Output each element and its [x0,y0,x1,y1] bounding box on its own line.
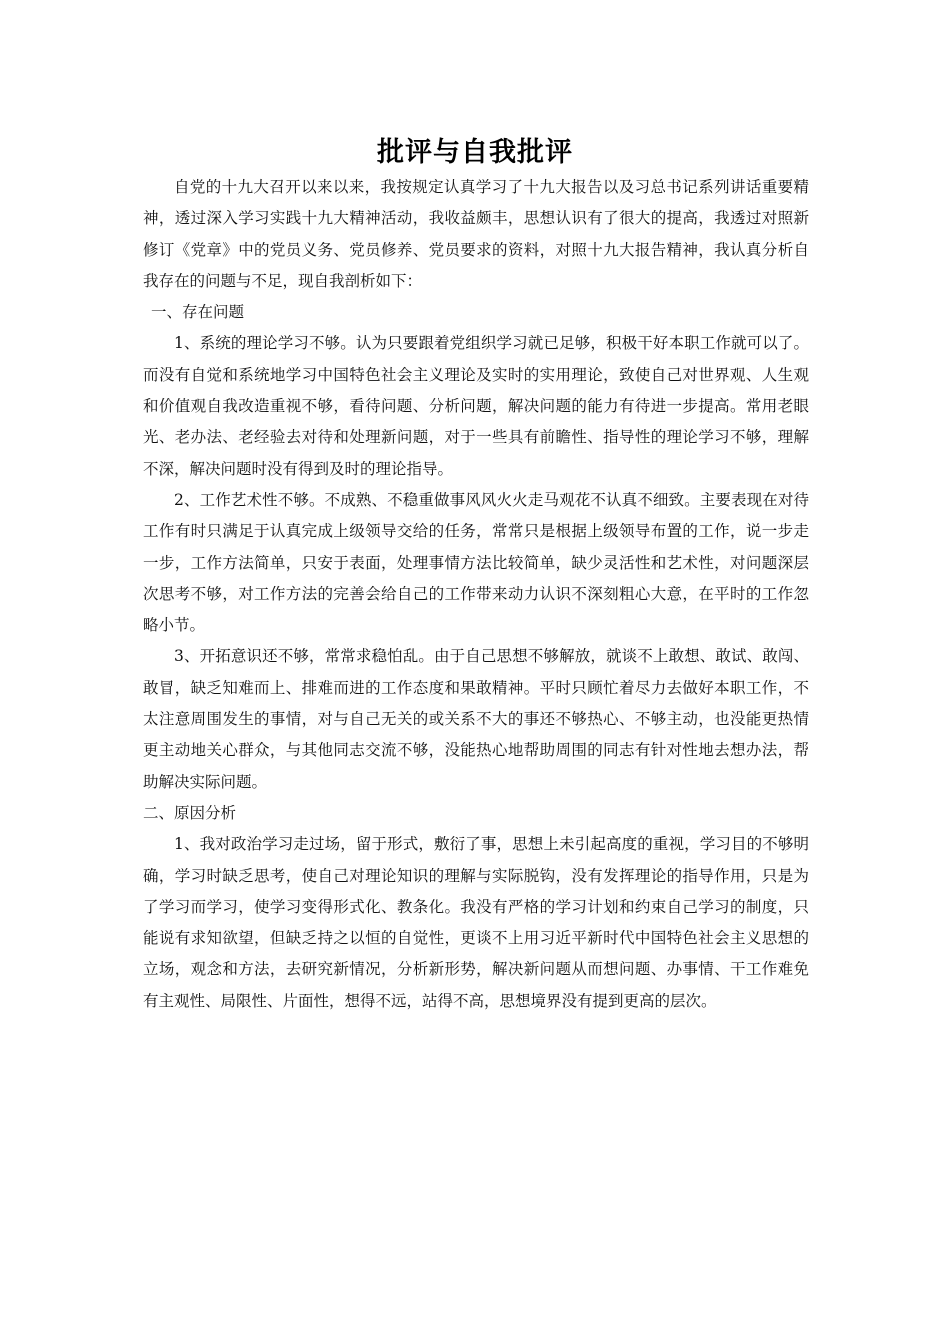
document-body [143,172,809,1017]
section-heading-problems: 一、存在问题 [151,303,245,322]
problem-item-3: 3、开拓意识还不够，常常求稳怕乱。由于自己思想不够解放，就谈不上敢想、敢试、敢闯、敢冒，缺乏知难而上、排难而进的工作态度和果敢精神。平时只顾忙着尽力去做好本职工作，不太注意周围发生的事情，对与自己无关的或关系不大的事还不够热心、不够主动，也没能更热情更主动地关心群众，与其他同志交流不够，没能热心地帮助周围的同志有针对性地去想办法，帮助解决实际问题。 [143,647,809,791]
problem-item-1: 1、系统的理论学习不够。认为只要跟着党组织学习就已足够，积极干好本职工作就可以了。而没有自觉和系统地学习中国特色社会主义理论及实时的实用理论，致使自己对世界观、人生观和价值观自我改造重视不够，看待问题、分析问题，解决问题的能力有待进一步提高。常用老眼光、老办法、老经验去对待和处理新问题，对于一些具有前瞻性、指导性的理论学习不够，理解不深，解决问题时没有得到及时的理论指导。 [143,334,809,478]
intro-paragraph: 自党的十九大召开以来以来，我按规定认真学习了十九大报告以及习总书记系列讲话重要精神，透过深入学习实践十九大精神活动，我收益颇丰，思想认识有了很大的提高，我透过对照新修订《党章》中的党员义务、党员修养、党员要求的资料，对照十九大报告精神，我认真分析自我存在的问题与不足，现自我剖析如下： [143,178,809,290]
problem-item-2: 2、工作艺术性不够。不成熟、不稳重做事风风火火走马观花不认真不细致。主要表现在对待工作有时只满足于认真完成上级领导交给的任务，常常只是根据上级领导布置的工作，说一步走一步，工作方法简单，只安于表面，处理事情方法比较简单，缺少灵活性和艺术性，对问题深层次思考不够，对工作方法的完善会给自己的工作带来动力认识不深刻粗心大意，在平时的工作忽略小节。 [143,490,809,635]
document-title: 批评与自我批评 [377,137,573,168]
section-heading-causes: 二、原因分析 [143,803,237,822]
cause-item-1: 1、我对政治学习走过场，留于形式，敷衍了事，思想上未引起高度的重视，学习目的不够明确，学习时缺乏思考，使自己对理论知识的理解与实际脱钩，没有发挥理论的指导作用，只是为了学习而学习，使学习变得形式化、教条化。我没有严格的学习计划和约束自己学习的制度，只能说有求知欲望，但缺乏持之以恒的自觉性，更谈不上用习近平新时代中国特色社会主义思想的立场，观念和方法，去研究新情况，分析新形势，解决新问题从而想问题、办事情、干工作难免有主观性、局限性、片面性，想得不远，站得不高，思想境界没有提到更高的层次。 [143,835,809,1010]
